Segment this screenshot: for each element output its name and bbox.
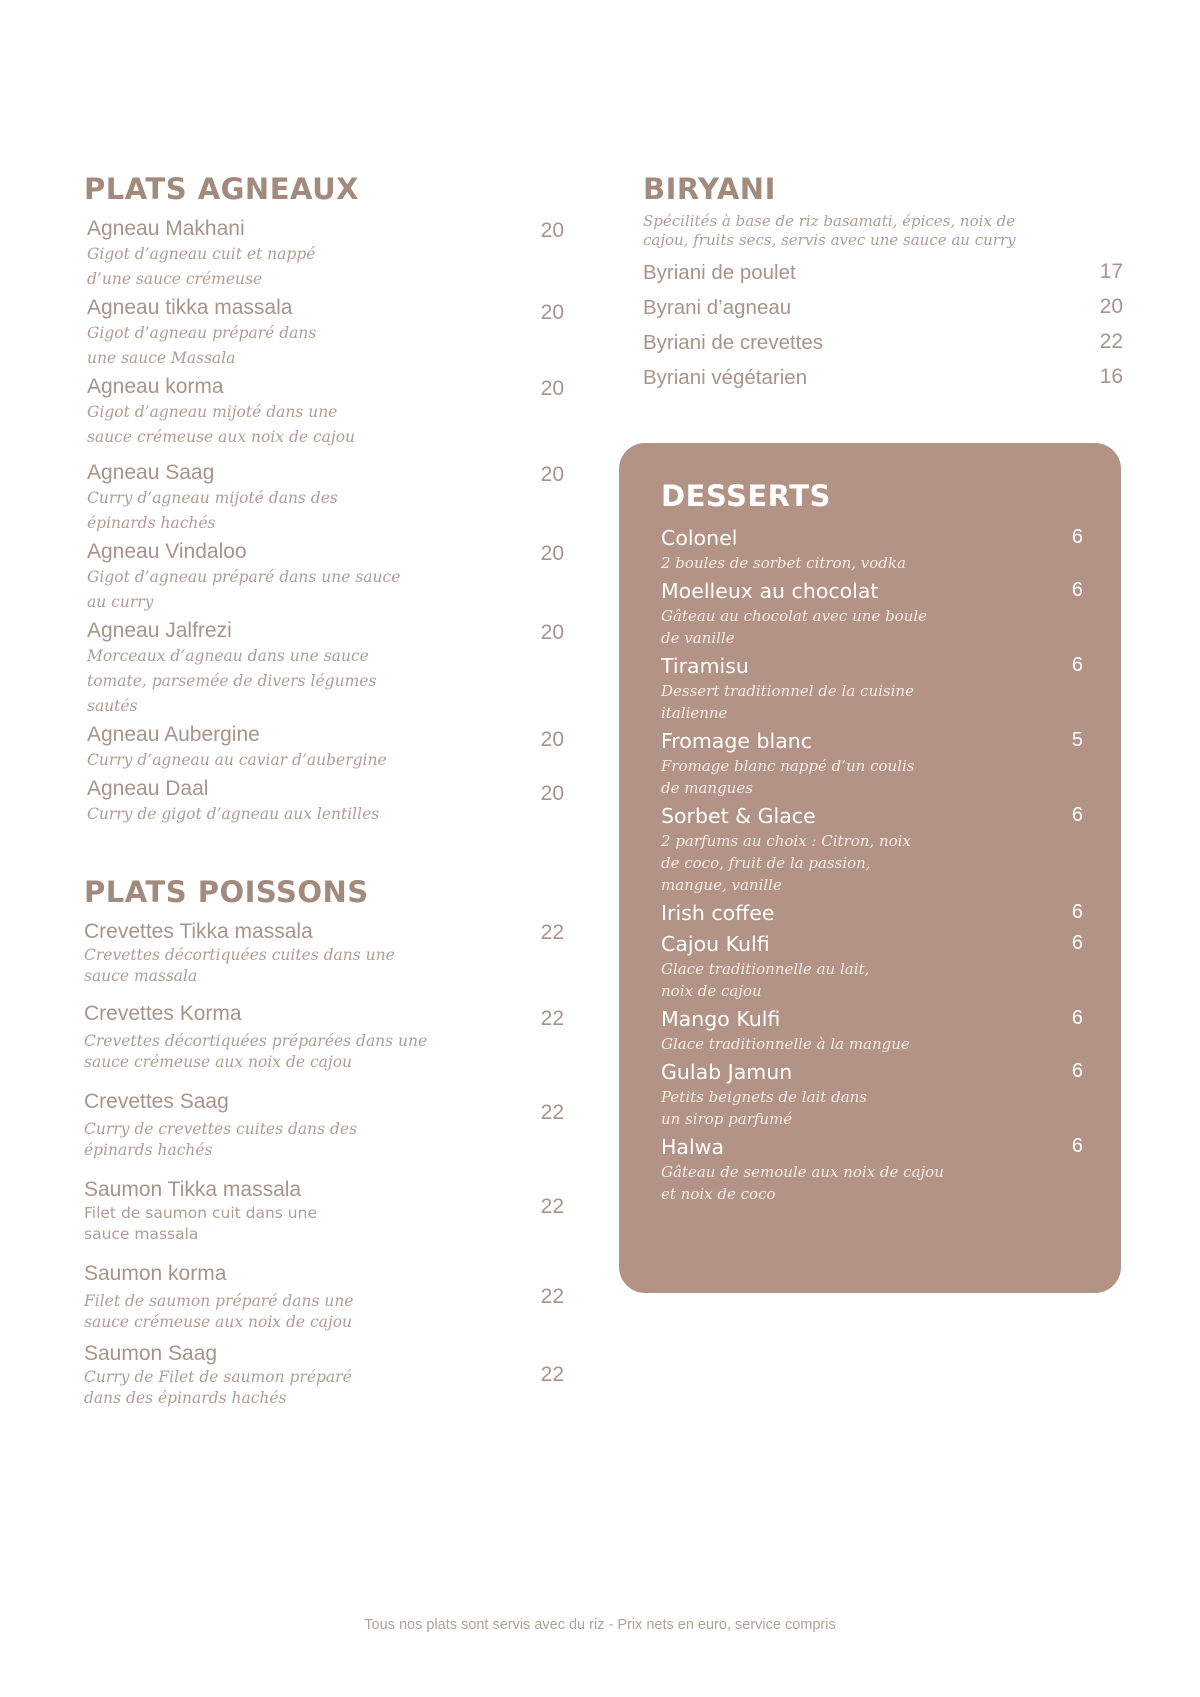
dessert-description: Gâteau au chocolat avec une boule de vanille <box>661 607 928 647</box>
menu-item-price: 20 <box>540 728 564 751</box>
menu-item-name: Byriani de poulet <box>643 261 796 284</box>
dessert-name: Irish coffee <box>661 901 775 925</box>
menu-item <box>84 618 564 719</box>
menu-item-price: 20 <box>540 301 564 324</box>
dessert-description: Fromage blanc nappé d’un coulis de mangues <box>661 757 915 797</box>
menu-item-name: Crevettes Saag <box>84 1090 229 1113</box>
menu-item-description: Crevettes décortiquées préparées dans une sauce crémeuse aux noix de cajou <box>84 1032 428 1071</box>
menu-item-description: Morceaux d’agneau dans une sauce tomate, parsemée de divers légumes sautés <box>87 647 377 715</box>
dessert-item <box>661 578 1083 649</box>
dessert-price: 6 <box>1071 1135 1083 1157</box>
dessert-item <box>661 525 1083 574</box>
menu-item-name: Agneau Jalfrezi <box>87 619 232 642</box>
dessert-name: Colonel <box>661 526 738 550</box>
lamb-menu-list <box>84 216 564 827</box>
dessert-name: Moelleux au chocolat <box>661 579 879 603</box>
menu-item <box>84 722 564 773</box>
menu-item-description: Crevettes décortiquées cuites dans une sauce massala <box>84 946 395 985</box>
menu-item-price: 22 <box>540 1363 564 1386</box>
dessert-item <box>661 1059 1083 1130</box>
dessert-item <box>661 1006 1083 1055</box>
menu-item-name: Saumon Saag <box>84 1342 218 1365</box>
menu-item-description: Gigot d’agneau mijoté dans une sauce crémeuse aux noix de cajou <box>87 403 356 446</box>
dessert-item <box>661 931 1083 1002</box>
menu-item-name: Byriani de crevettes <box>643 331 824 354</box>
dessert-item <box>661 900 1083 927</box>
menu-item <box>643 330 1123 365</box>
menu-item-name: Agneau Vindaloo <box>87 540 247 563</box>
dessert-name: Halwa <box>661 1135 725 1159</box>
desserts-section-title: DESSERTS <box>661 479 831 513</box>
dessert-price: 6 <box>1071 654 1083 676</box>
menu-item <box>84 1177 564 1245</box>
dessert-name: Fromage blanc <box>661 729 813 753</box>
menu-item-price: 16 <box>1099 365 1123 388</box>
menu-item-price: 17 <box>1099 260 1123 283</box>
menu-item <box>84 1089 564 1161</box>
menu-item-name: Agneau Aubergine <box>87 723 260 746</box>
dessert-item <box>661 728 1083 799</box>
footer-note: Tous nos plats sont servis avec du riz - Prix nets en euro, service compris <box>364 1617 836 1633</box>
menu-item-name: Agneau korma <box>87 375 224 398</box>
dessert-item <box>661 803 1083 896</box>
menu-item-name: Byrani d’agneau <box>643 296 792 319</box>
menu-item-name: Agneau Daal <box>87 777 209 800</box>
menu-item-description: Filet de saumon préparé dans une sauce crémeuse aux noix de cajou <box>84 1292 354 1331</box>
menu-item-price: 20 <box>540 219 564 242</box>
menu-item-name: Crevettes Tikka massala <box>84 920 313 943</box>
menu-item-description: Curry de gigot d’agneau aux lentilles <box>87 805 380 823</box>
menu-item-price: 20 <box>540 542 564 565</box>
menu-item <box>84 374 564 450</box>
dessert-description: Glace traditionnelle à la mangue <box>661 1035 910 1053</box>
menu-item-price: 20 <box>540 782 564 805</box>
menu-item-name: Byriani végétarien <box>643 366 808 389</box>
menu-item-price: 20 <box>540 463 564 486</box>
menu-item-price: 22 <box>540 1007 564 1030</box>
dessert-description: Glace traditionnelle au lait, noix de cajou <box>661 960 870 1000</box>
menu-item-description: Curry de Filet de saumon préparé dans des épinards hachés <box>84 1368 352 1407</box>
dessert-description: Dessert traditionnel de la cuisine italienne <box>661 682 914 722</box>
biryani-subtitle: Spécilités à base de riz basamati, épices, noix de cajou, fruits secs, servis avec une sauce au curry <box>643 212 1016 249</box>
menu-item <box>84 460 564 536</box>
menu-item-description: Gigot d’agneau préparé dans une sauce Massala <box>87 324 317 367</box>
menu-item <box>84 1341 564 1409</box>
dessert-name: Gulab Jamun <box>661 1060 793 1084</box>
menu-item <box>84 1001 564 1073</box>
dessert-price: 6 <box>1071 1007 1083 1029</box>
menu-item <box>643 365 1123 400</box>
menu-item-name: Saumon korma <box>84 1262 227 1285</box>
dessert-price: 6 <box>1071 1060 1083 1082</box>
menu-item-description: Curry d’agneau mijoté dans des épinards hachés <box>87 489 338 532</box>
right-column <box>643 172 1123 400</box>
dessert-name: Mango Kulfi <box>661 1007 781 1031</box>
menu-item <box>84 776 564 827</box>
dessert-price: 5 <box>1071 729 1083 751</box>
dessert-price: 6 <box>1071 526 1083 548</box>
biryani-menu-list <box>643 260 1123 400</box>
menu-item-price: 20 <box>540 377 564 400</box>
menu-item-price: 22 <box>1099 330 1123 353</box>
menu-item-description: Curry d’agneau au caviar d’aubergine <box>87 751 387 769</box>
menu-item-description: Gigot d’agneau préparé dans une sauce au curry <box>87 568 401 611</box>
menu-item <box>84 1261 564 1333</box>
menu-item-name: Agneau Makhani <box>87 217 245 240</box>
menu-item <box>84 216 564 292</box>
menu-item <box>84 295 564 371</box>
dessert-description: 2 boules de sorbet citron, vodka <box>661 554 906 572</box>
menu-item-name: Agneau tikka massala <box>87 296 293 319</box>
menu-item-price: 22 <box>540 1195 564 1218</box>
dessert-price: 6 <box>1071 901 1083 923</box>
menu-item <box>643 260 1123 295</box>
menu-item <box>643 295 1123 330</box>
menu-item-price: 22 <box>540 1285 564 1308</box>
fish-menu-list <box>84 919 564 1409</box>
menu-item-price: 22 <box>540 921 564 944</box>
menu-item <box>84 539 564 615</box>
menu-item-description: Curry de crevettes cuites dans des épinards hachés <box>84 1120 358 1159</box>
menu-item-name: Agneau Saag <box>87 461 215 484</box>
menu-item-name: Saumon Tikka massala <box>84 1178 302 1201</box>
dessert-price: 6 <box>1071 579 1083 601</box>
lamb-section-title: PLATS AGNEAUX <box>84 172 359 206</box>
menu-item-description: Filet de saumon cuit dans une sauce massala <box>84 1204 317 1243</box>
desserts-menu-list <box>661 525 1083 1205</box>
dessert-name: Tiramisu <box>661 654 749 678</box>
dessert-description: 2 parfums au choix : Citron, noix de coco, fruit de la passion, mangue, vanille <box>661 832 911 894</box>
menu-item-price: 22 <box>540 1101 564 1124</box>
dessert-name: Cajou Kulfi <box>661 932 770 956</box>
menu-item-price: 20 <box>540 621 564 644</box>
dessert-price: 6 <box>1071 804 1083 826</box>
desserts-panel <box>619 443 1121 1293</box>
dessert-item <box>661 653 1083 724</box>
biryani-section-title: BIRYANI <box>643 172 776 206</box>
dessert-description: Petits beignets de lait dans un sirop parfumé <box>661 1088 868 1128</box>
dessert-description: Gâteau de semoule aux noix de cajou et noix de coco <box>661 1163 944 1203</box>
menu-item <box>84 919 564 987</box>
dessert-price: 6 <box>1071 932 1083 954</box>
dessert-item <box>661 1134 1083 1205</box>
left-column <box>84 172 564 1423</box>
dessert-name: Sorbet & Glace <box>661 804 816 828</box>
fish-section-title: PLATS POISSONS <box>84 875 369 909</box>
menu-item-name: Crevettes Korma <box>84 1002 242 1025</box>
menu-item-price: 20 <box>1099 295 1123 318</box>
menu-item-description: Gigot d’agneau cuit et nappé d’une sauce crémeuse <box>87 245 316 288</box>
